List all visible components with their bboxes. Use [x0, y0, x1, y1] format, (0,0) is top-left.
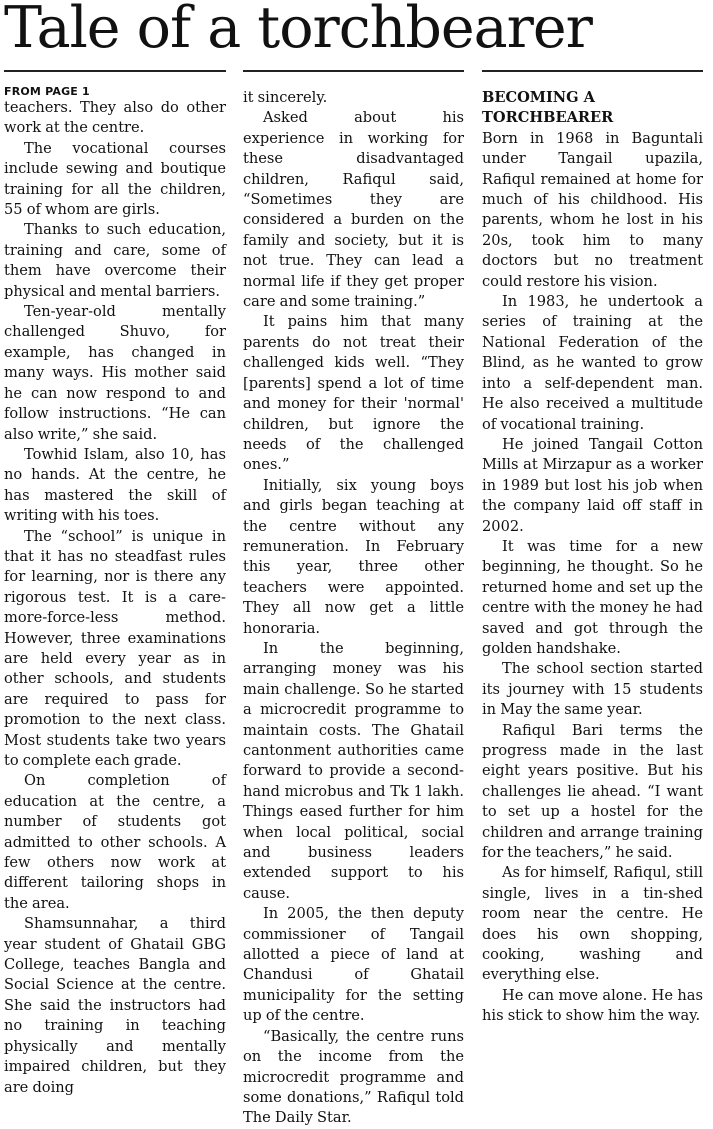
paragraph: Rafiqul Bari terms the progress made in the last eight years positive. But his challenges lie ahead. “I want to set up a hostel for the children and arrange training for the teachers,” he said.	[482, 721, 703, 862]
paragraph: He joined Tangail Cotton Mills at Mirzapur as a worker in 1989 but lost his job when the company laid off staff in 2002.	[482, 435, 703, 535]
paragraph: In 2005, the then deputy commissioner of Tangail allotted a piece of land at Chandusi of Ghatail municipality for the setting up of the centre.	[243, 905, 464, 1025]
column-2-top-rule	[243, 70, 464, 72]
paragraph: Initially, six young boys and girls began teaching at the centre without any remuneration. In February this year, three other teachers were appointed. They all now get a little honoraria.	[243, 476, 464, 637]
column-2	[243, 88, 464, 1127]
paragraph: “Basically, the centre runs on the income from the microcredit programme and some donations,” Rafiqul told The Daily Star.	[243, 1027, 464, 1127]
paragraph: The school section started its journey with 15 students in May the same year.	[482, 660, 703, 719]
paragraph: It pains him that many parents do not treat their challenged kids well. “They [parents] spend a lot of time and money for their 'normal' children, but ignore the needs of the challenged ones.”	[243, 313, 464, 474]
paragraph: Born in 1968 in Baguntali under Tangail upazila, Rafiqul remained at home for much of his childhood. His parents, whom he lost in his 20s, took him to many doctors but no treatment could restore his vision.	[482, 129, 703, 290]
headline: Tale of a torchbearer	[4, 0, 592, 61]
paragraph: Ten-year-old mentally challenged Shuvo, for example, has changed in many ways. His mother said he can now respond to and follow instructions. “He can also write,” she said.	[4, 303, 226, 443]
paragraph: It was time for a new beginning, he thought. So he returned home and set up the centre with the money he had saved and got through the golden handshake.	[482, 537, 703, 657]
column-1-top-rule	[4, 70, 226, 72]
paragraph: it sincerely.	[243, 89, 328, 106]
continuation-kicker: FROM PAGE 1	[4, 85, 90, 98]
paragraph: As for himself, Rafiqul, still single, lives in a tin-shed room near the centre. He does his own shopping, cooking, washing and everything else.	[482, 864, 703, 984]
paragraph: The vocational courses include sewing and boutique training for all the children, 55 of whom are girls.	[4, 139, 226, 219]
column-3	[482, 88, 703, 1073]
column-3-top-rule	[482, 70, 703, 72]
paragraph: Thanks to such education, training and care, some of them have overcome their physical and mental barriers.	[4, 221, 226, 300]
paragraph: He can move alone. He has his stick to show him the way.	[482, 986, 703, 1025]
paragraph: On completion of education at the centre, a number of students got admitted to other schools. A few others now work at different tailoring shops in the area.	[4, 772, 226, 912]
paragraph: In the beginning, arranging money was his main challenge. So he started a microcredit programme to maintain costs. The Ghatail cantonment authorities came forward to provide a second-hand microbus and Tk 1 lakh. Things eased further for him when local political, social and business leaders extended support to his cause.	[243, 639, 464, 902]
paragraph: Asked about his experience in working for these disadvantaged children, Rafiqul said, “Sometimes they are considered a burden on the family and society, but it is not true. They can lead a normal life if they get proper care and some training.”	[243, 109, 464, 311]
paragraph: Towhid Islam, also 10, has no hands. At the centre, he has mastered the skill of writing with his toes.	[4, 445, 226, 525]
paragraph: The “school” is unique in that it has no steadfast rules for learning, nor is there any rigorous test. It is a care-more-force-less method. However, three examinations are held every year as in other schools, and students are required to pass for promotion to the next class. Most students take two years to complete each grade.	[4, 527, 226, 769]
section-subhead: BECOMING A TORCHBEARER	[482, 89, 614, 127]
paragraph: In 1983, he undertook a series of training at the National Federation of the Blind, as he wanted to grow into a self-dependent man. He also received a multitude of vocational training.	[482, 293, 703, 433]
paragraph: Shamsunnahar, a third year student of Ghatail GBG College, teaches Bangla and Social Science at the centre. She said the instructors had no training in teaching physically and mentally impaired children, but they are doing	[4, 915, 226, 1096]
column-1	[4, 85, 226, 1096]
paragraph: teachers. They also do other work at the centre.	[4, 99, 226, 137]
